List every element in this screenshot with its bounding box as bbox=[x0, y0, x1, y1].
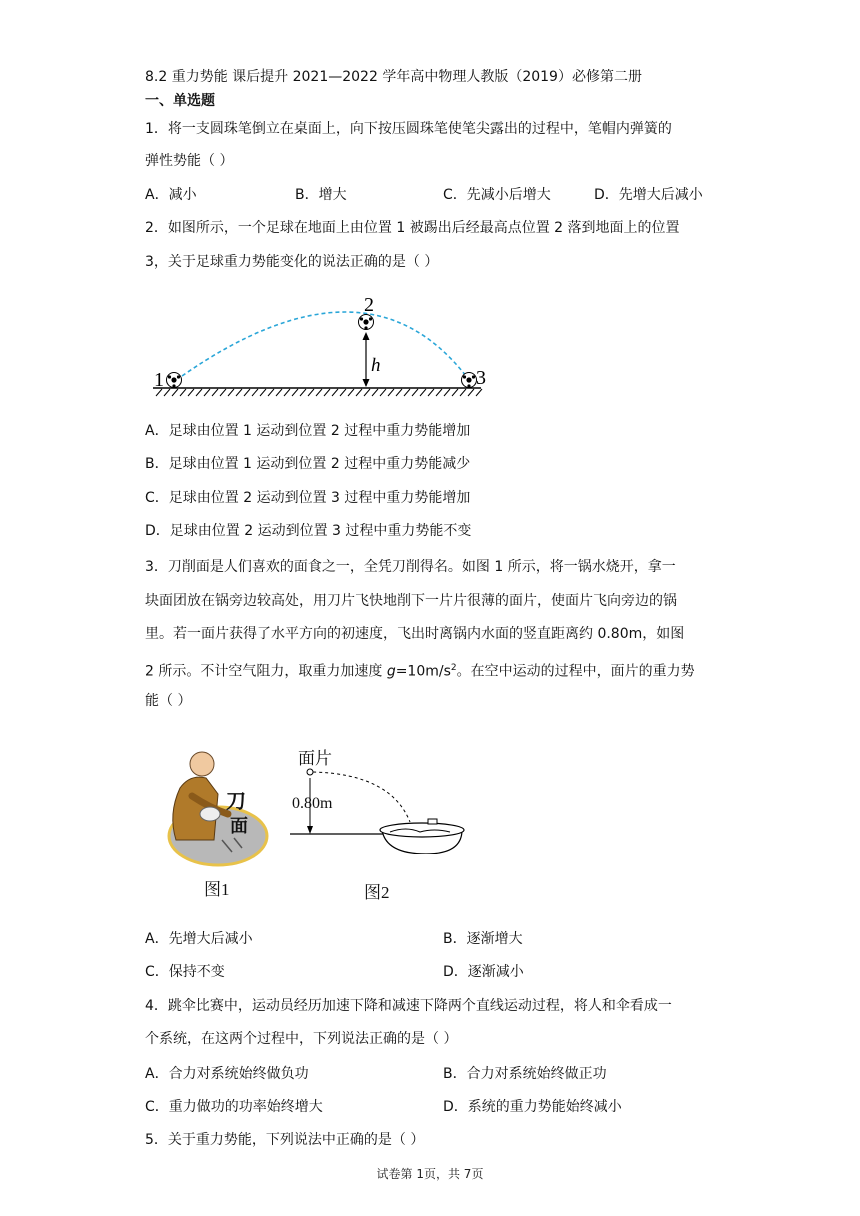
figure1-caption: 图1 bbox=[204, 880, 230, 899]
q3-line4-part2: =10m/s bbox=[395, 663, 451, 680]
height-label: h bbox=[371, 355, 381, 376]
q1-option-b: B．增大 bbox=[295, 187, 347, 203]
q4-stem-line2: 个系统，在这两个过程中，下列说法正确的是（ ） bbox=[145, 1031, 458, 1047]
unit-superscript: 2 bbox=[450, 663, 457, 673]
position-label-3: 3 bbox=[476, 367, 486, 389]
football-position-3 bbox=[462, 373, 477, 388]
q3-stem-line2: 块面团放在锅旁边较高处，用刀片飞快地削下一片片很薄的面片，使面片飞向旁边的锅 bbox=[145, 593, 677, 609]
football-position-1 bbox=[167, 373, 182, 388]
q2-stem-line2: 3，关于足球重力势能变化的说法正确的是（ ） bbox=[145, 254, 439, 270]
q2-option-c: C．足球由位置 2 运动到位置 3 过程中重力势能增加 bbox=[145, 490, 471, 506]
page-title: 8.2 重力势能 课后提升 2021—2022 学年高中物理人教版（2019）必修第二册 bbox=[145, 69, 642, 85]
q1-option-c: C．先减小后增大 bbox=[443, 187, 551, 203]
distance-arrow-head bbox=[307, 826, 313, 834]
q1-stem-line2: 弹性势能（ ） bbox=[145, 153, 234, 169]
football-trajectory-figure bbox=[148, 292, 493, 404]
q1-option-a: A．减小 bbox=[145, 187, 197, 203]
q1-stem-line1: 1．将一支圆珠笔倒立在桌面上，向下按压圆珠笔使笔尖露出的过程中，笔帽内弹簧的 bbox=[145, 121, 672, 137]
q5-stem-line1: 5．关于重力势能，下列说法中正确的是（ ） bbox=[145, 1132, 425, 1148]
q3-stem-line1: 3．刀削面是人们喜欢的面食之一，全凭刀削得名。如图 1 所示，将一锅水烧开，拿一 bbox=[145, 559, 676, 575]
q3-line4-part1: 2 所示。不计空气阻力，取重力加速度 bbox=[145, 663, 387, 680]
chef-head bbox=[190, 752, 214, 776]
q3-stem-line5: 能（ ） bbox=[145, 693, 192, 709]
position-label-1: 1 bbox=[154, 369, 164, 391]
q2-option-a: A．足球由位置 1 运动到位置 2 过程中重力势能增加 bbox=[145, 423, 471, 439]
q3-stem-line4 bbox=[145, 658, 695, 682]
pot-rim bbox=[380, 823, 464, 837]
ground-hatching bbox=[156, 389, 482, 396]
q3-option-d: D．逐渐减小 bbox=[443, 964, 524, 980]
gravity-symbol: g bbox=[386, 663, 396, 680]
pot-handle bbox=[428, 819, 437, 824]
q2-option-d: D．足球由位置 2 运动到位置 3 过程中重力势能不变 bbox=[145, 523, 472, 539]
noodle-chef-illustration bbox=[162, 744, 274, 870]
football-position-2 bbox=[359, 315, 374, 330]
q4-stem-line1: 4．跳伞比赛中，运动员经历加速下降和减速下降两个直线运动过程，将人和伞看成一 bbox=[145, 998, 672, 1014]
calligraphy-mark: 刀 bbox=[226, 789, 246, 813]
q2-stem-line1: 2．如图所示，一个足球在地面上由位置 1 被踢出后经最高点位置 2 落到地面上的位置 bbox=[145, 220, 680, 236]
distance-label: 0.80m bbox=[292, 795, 333, 812]
q3-line4-part3: 。在空中运动的过程中，面片的重力势 bbox=[456, 663, 695, 680]
dough bbox=[200, 807, 220, 821]
position-label-2: 2 bbox=[364, 294, 374, 316]
q4-option-d: D．系统的重力势能始终减小 bbox=[443, 1099, 622, 1115]
height-arrow-head-top bbox=[363, 332, 370, 340]
calligraphy-mark-2: 面 bbox=[230, 816, 248, 837]
page-footer: 试卷第 1页，共 7页 bbox=[376, 1167, 484, 1181]
q1-option-d: D．先增大后减小 bbox=[594, 187, 703, 203]
section-heading: 一、单选题 bbox=[145, 93, 215, 109]
q4-option-a: A．合力对系统始终做负功 bbox=[145, 1066, 309, 1082]
q4-option-b: B．合力对系统始终做正功 bbox=[443, 1066, 607, 1082]
q4-option-c: C．重力做功的功率始终增大 bbox=[145, 1099, 323, 1115]
trajectory-curve bbox=[182, 312, 466, 376]
figure2-caption: 图2 bbox=[364, 883, 390, 902]
noodle-trajectory-figure bbox=[286, 742, 466, 854]
q3-option-c: C．保持不变 bbox=[145, 964, 225, 980]
height-arrow-head-bottom bbox=[363, 379, 370, 387]
q3-option-a: A．先增大后减小 bbox=[145, 931, 253, 947]
q3-stem-line3: 里。若一面片获得了水平方向的初速度，飞出时离锅内水面的竖直距离约 0.80m，如图 bbox=[145, 626, 685, 642]
noodle-piece-label: 面片 bbox=[298, 749, 332, 769]
q3-option-b: B．逐渐增大 bbox=[443, 931, 523, 947]
noodle-piece bbox=[307, 769, 313, 775]
q2-option-b: B．足球由位置 1 运动到位置 2 过程中重力势能减少 bbox=[145, 456, 471, 472]
